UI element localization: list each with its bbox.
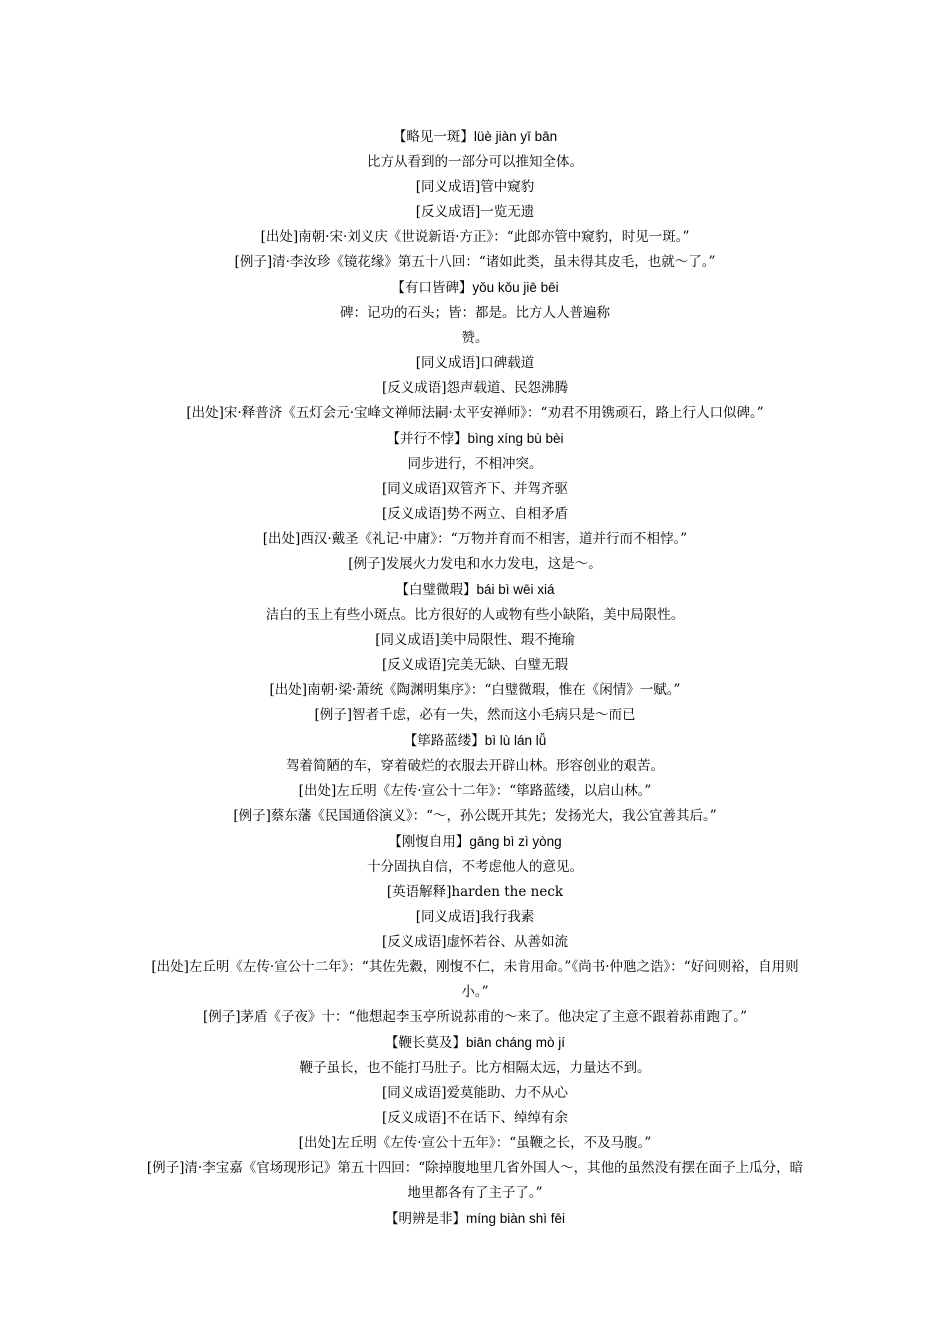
idiom-title: 【并行不悖】 [386, 431, 468, 447]
idiom-title: 【明辨是非】 [384, 1211, 466, 1227]
idiom-heading [135, 728, 815, 754]
idiom-detail-line: [反义成语]一览无遗 [415, 204, 535, 220]
idiom-detail-line: [例子]清·李汝珍《镜花缘》第五十八回：“诸如此类，虽未得其皮毛，也就～了。” [234, 254, 716, 270]
idiom-title: 【有口皆碑】 [391, 280, 473, 296]
idiom-detail-line: [反义成语]不在话下、绰绰有余 [381, 1110, 569, 1126]
idiom-heading [135, 1206, 815, 1232]
idiom-title: 【刚愎自用】 [388, 834, 470, 850]
idiom-detail-line: [反义成语]怨声载道、民怨沸腾 [381, 380, 569, 396]
idiom-pinyin: gāng bì zì yòng [469, 834, 562, 849]
idiom-detail-line: [例子]清·李宝嘉《官场现形记》第五十四回：“除掉腹地里几省外国人～，其他的虽然没有摆在面子上瓜分，暗地里都各有了主子了。” [146, 1160, 804, 1201]
idiom-detail-line: [出处]左丘明《左传·宣公十二年》：“筚路蓝缕，以启山林。” [298, 783, 652, 799]
idiom-detail-line: [出处]左丘明《左传·宣公十二年》：“其佐先縠，刚愎不仁，未肯用命。”《尚书·仲虺之诰》：“好问则裕，自用则小。” [151, 959, 799, 1000]
idiom-detail-line: [同义成语]口碑载道 [415, 355, 535, 371]
idiom-detail-line: 碑：记功的石头；皆：都是。比方人人普遍称 [340, 305, 610, 321]
idiom-heading [135, 577, 815, 603]
idiom-pinyin: bì lù lán lǚ [484, 733, 547, 748]
idiom-detail-line: [同义成语]美中局限性、瑕不掩瑜 [375, 632, 575, 648]
idiom-detail-line: 比方从看到的一部分可以推知全体。 [367, 154, 583, 170]
idiom-detail-line: 赞。 [461, 330, 489, 346]
idiom-detail-line: [英语解释]harden the neck [386, 884, 564, 900]
idiom-heading [135, 1030, 815, 1056]
idiom-pinyin: bìng xíng bù bèi [467, 431, 564, 446]
idiom-detail-line: 洁白的玉上有些小斑点。比方很好的人或物有些小缺陷，美中局限性。 [265, 607, 685, 623]
idiom-detail-line: [同义成语]爱莫能助、力不从心 [381, 1085, 569, 1101]
idiom-title: 【鞭长莫及】 [384, 1035, 466, 1051]
idiom-detail-line: [反义成语]完美无缺、白璧无瑕 [381, 657, 569, 673]
idiom-title: 【筚路蓝缕】 [403, 733, 485, 749]
idiom-detail-line: [反义成语]势不两立、自相矛盾 [381, 506, 569, 522]
idiom-detail-line: 十分固执自信，不考虑他人的意见。 [367, 859, 583, 875]
idiom-heading [135, 426, 815, 452]
document-page [0, 124, 950, 1232]
idiom-pinyin: lüè jiàn yī bān [473, 129, 558, 144]
idiom-pinyin: bái bì wēi xiá [476, 582, 555, 597]
idiom-detail-line: [出处]南朝·梁·萧统《陶渊明集序》：“白璧微瑕，惟在《闲情》一赋。” [269, 682, 681, 698]
idiom-detail-line: [同义成语]我行我素 [415, 909, 535, 925]
idiom-detail-line: 鞭子虽长，也不能打马肚子。比方相隔太远，力量达不到。 [299, 1060, 651, 1076]
idiom-detail-line: [同义成语]管中窥豹 [415, 179, 535, 195]
idiom-detail-line: [同义成语]双管齐下、并驾齐驱 [381, 481, 569, 497]
idiom-detail-line: [出处]南朝·宋·刘义庆《世说新语·方正》：“此郎亦管中窥豹，时见一斑。” [260, 229, 690, 245]
idiom-title: 【略见一斑】 [392, 129, 474, 145]
idiom-heading [135, 275, 815, 301]
idiom-heading [135, 124, 815, 150]
idiom-detail-line: [例子]茅盾《子夜》十：“他想起李玉亭所说荪甫的～来了。他决定了主意不跟着荪甫跑了。” [202, 1009, 748, 1025]
idiom-detail-line: [例子]发展火力发电和水力发电，这是～。 [348, 556, 602, 572]
idiom-pinyin: biān cháng mò jí [465, 1035, 566, 1050]
idiom-detail-line: [出处]左丘明《左传·宣公十五年》：“虽鞭之长，不及马腹。” [298, 1135, 652, 1151]
idiom-detail-line: [反义成语]虚怀若谷、从善如流 [381, 934, 569, 950]
idiom-detail-line: 同步进行，不相冲突。 [407, 456, 543, 472]
idiom-heading [135, 829, 815, 855]
idiom-detail-line: [出处]西汉·戴圣《礼记·中庸》：“万物并育而不相害，道并行而不相悖。” [262, 531, 688, 547]
idiom-pinyin: yǒu kǒu jiē bēi [472, 280, 559, 295]
idiom-detail-line: 驾着简陋的车，穿着破烂的衣服去开辟山林。形容创业的艰苦。 [286, 758, 664, 774]
idiom-detail-line: [出处]宋·释普济《五灯会元·宝峰文禅师法嗣·太平安禅师》：“劝君不用镌顽石，路上行人口似碑。” [186, 405, 764, 421]
idiom-detail-line: [例子]蔡东藩《民国通俗演义》：“～，孙公既开其先；发扬光大，我公宜善其后。” [233, 808, 717, 824]
idiom-title: 【白璧微瑕】 [395, 582, 477, 598]
idiom-detail-line: [例子]智者千虑，必有一失，然而这小毛病只是～而已 [314, 707, 636, 723]
idiom-pinyin: míng biàn shì fēi [465, 1211, 566, 1226]
